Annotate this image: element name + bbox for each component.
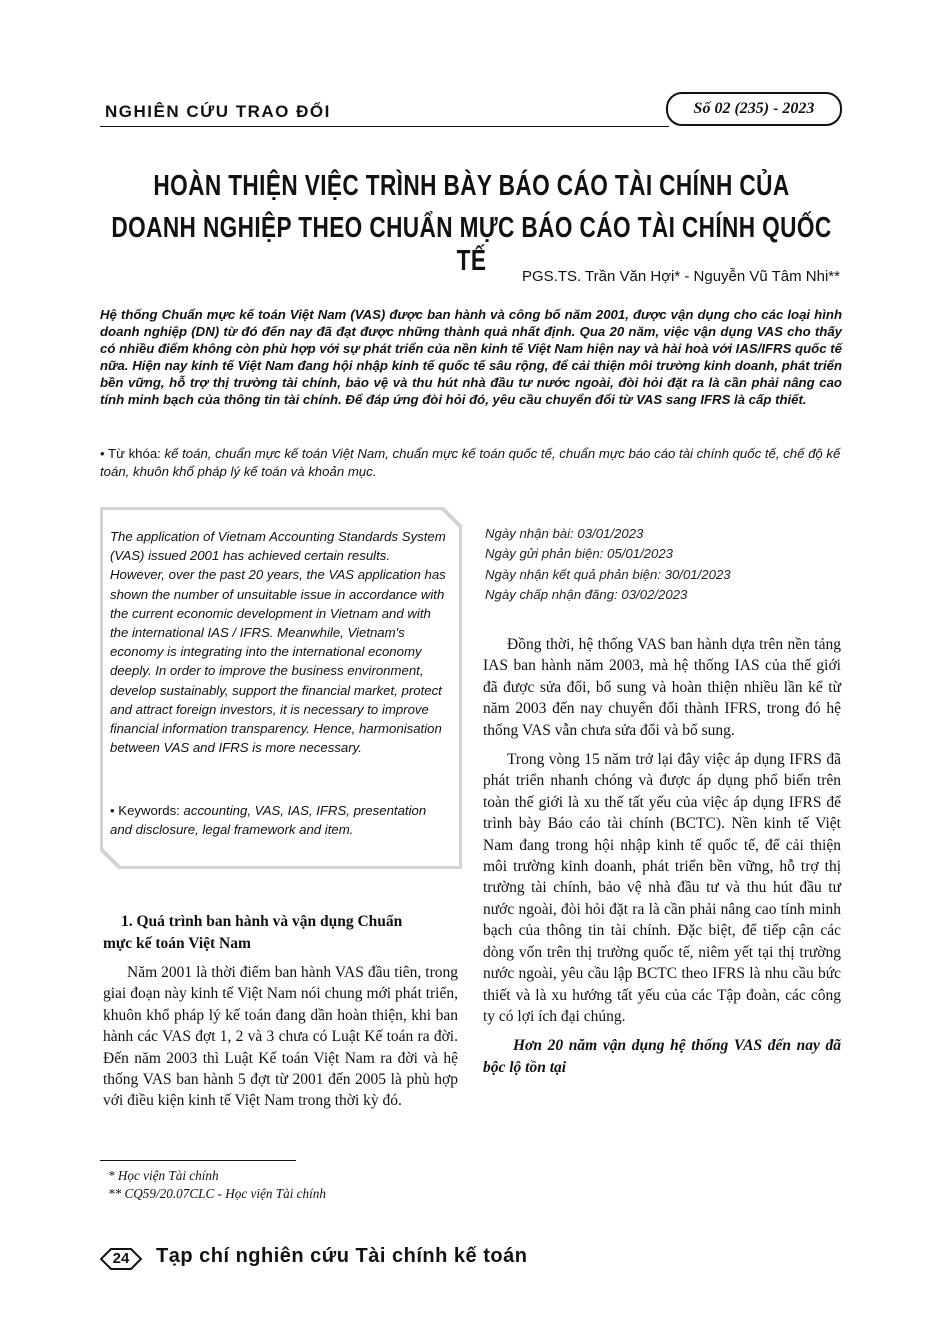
section-label: NGHIÊN CỨU TRAO ĐỔI (105, 102, 331, 121)
article-title-line-2: DOANH NGHIỆP THEO CHUẨN MỰC BÁO CÁO TÀI CHÍNH QUỐC TẾ (111, 212, 832, 277)
footnote-1: * Học viện Tài chính (108, 1168, 219, 1183)
date-review-sent: Ngày gửi phản biện: 05/01/2023 (485, 546, 673, 562)
article-authors: PGS.TS. Trần Văn Hợi* - Nguyễn Vũ Tâm Nhi** (521, 268, 840, 285)
keywords-english (110, 801, 430, 839)
abstract-english: The application of Vietnam Accounting Standards System (VAS) issued 2001 has achieved certain results. However, over the past 20 years, the VAS application has shown the number of unsuitable issue in accordance with the current economic development in Vietnam and with the international IAS / IFRS. Meanwhile, Vietnam's economy is integrating into the international economy deeply. In order to improve the business environment, develop sustainably, support the financial market, protect and attract foreign investors, it is necessary to improve financial information transparency. Hence, harmonisation between VAS and IFRS is more necessary. (110, 529, 446, 756)
page-number: 24 (112, 1250, 130, 1267)
paragraph: Năm 2001 là thời điểm ban hành VAS đầu tiên, trong giai đoạn này kinh tế Việt Nam nói chung mới phát triển, khuôn khổ pháp lý kế toán đang dần hoàn thiện, khi ban hành các VAS đợt 1, 2 và 3 chưa có Luật Kế toán ra đời. Đến năm 2003 thì Luật Kế toán Việt Nam ra đời và hệ thống VAS ban hành 5 đợt từ 2001 đến 2005 là phù hợp với điều kiện kinh tế Việt Nam trong thời kỳ đó. (103, 964, 458, 1110)
right-subheading (483, 1035, 841, 1078)
journal-name: Tạp chí nghiên cứu Tài chính kế toán (156, 1245, 528, 1267)
footnotes (108, 1167, 326, 1204)
footnote-2: ** CQ59/20.07CLC - Học viện Tài chính (108, 1186, 326, 1202)
date-received: Ngày nhận bài: 03/01/2023 (485, 526, 644, 541)
paragraph: Trong vòng 15 năm trở lại đây việc áp dụng IFRS đã phát triển nhanh chóng và được áp dụng phổ biến trên toàn thế giới là xu thế tất yếu của việc áp dụng IFRS để trình bày Báo cáo tài chính (BCTC). Nền kinh tế Việt Nam đang trong hội nhập kinh tế quốc tế, để cải thiện môi trường kinh doanh, phát triển bền vững, hỗ trợ thị trường tài chính, bảo vệ nhà đầu tư và thu hút đầu tư nước ngoài, đòi hỏi đặt ra là cần phải nâng cao tính minh bạch của thông tin tài chính. Đặc biệt, để tiếp cận các dòng vốn trên thị trường quốc tế, niêm yết tại thị trường nước ngoài, yêu cầu lập BCTC theo IFRS là nhu cầu bức thiết và là xu hướng tất yếu của các Tập đoàn, các công ty có lợi ích đại chúng. (483, 751, 841, 1025)
right-subheading-text: Hơn 20 năm vận dụng hệ thống VAS đến nay đã bộc lộ tồn tại (483, 1037, 841, 1076)
right-column-body (483, 634, 841, 1086)
abstract-vietnamese: Hệ thống Chuẩn mực kế toán Việt Nam (VAS) được ban hành và công bố năm 2001, được vận dụng cho các loại hình doanh nghiệp (DN) từ đó đến nay đã đạt được những thành quả nhất định. Qua 20 năm, việc vận dụng VAS cho thấy có nhiều điểm không còn phù hợp với sự phát triển của nền kinh tế Việt Nam hiện nay và hài hoà với IAS/IFRS quốc tế nữa. Hiện nay kinh tế Việt Nam đang hội nhập kinh tế quốc tế sâu rộng, để cải thiện môi trường kinh doanh, phát triển bền vững, hỗ trợ thị trường tài chính, bảo vệ và thu hút nhà đầu tư nước ngoài, đòi hỏi đặt ra là cần phải nâng cao tính minh bạch của thông tin tài chính. Để đáp ứng đòi hỏi đó, yêu cầu chuyển đổi từ VAS sang IFRS là cấp thiết. (100, 307, 842, 408)
keywords-en-label: • Keywords: (110, 803, 180, 818)
keywords-en-text: accounting, VAS, IAS, IFRS, presentation and disclosure, legal framework and item. (110, 803, 427, 838)
section-1-heading-line-1: 1. Quá trình ban hành và vận dụng Chuẩn (121, 913, 403, 930)
submission-dates (485, 524, 731, 606)
left-column-body (103, 962, 458, 1120)
date-accepted: Ngày chấp nhận đăng: 03/02/2023 (485, 587, 688, 603)
footnote-divider (100, 1160, 296, 1161)
keywords-vi-text: kế toán, chuẩn mực kế toán Việt Nam, chuẩn mực kế toán quốc tế, chuẩn mực báo cáo tài chính quốc tế, chế độ kế toán, khuôn khổ pháp lý kế toán và khoản mục. (100, 446, 841, 479)
issue-badge: Số 02 (235) - 2023 (666, 92, 842, 126)
keywords-vi-label: • Từ khóa: (100, 446, 161, 461)
section-1-heading (103, 911, 458, 955)
section-1-heading-line-2: mực kế toán Việt Nam (103, 935, 251, 952)
header-divider (100, 126, 669, 127)
paragraph: Đồng thời, hệ thống VAS ban hành dựa trên nền tảng IAS ban hành năm 2003, mà hệ thống IAS của thế giới đã được sửa đổi, bổ sung và hoàn thiện nhiều lần kể từ năm 2003 đến nay chuyển đổi thành IFRS, trong đó hệ thống VAS vẫn chưa sửa đổi và bổ sung. (483, 636, 841, 739)
keywords-vietnamese (100, 445, 842, 481)
date-review-result: Ngày nhận kết quả phản biện: 30/01/2023 (485, 566, 731, 582)
article-title-line-1: HOÀN THIỆN VIỆC TRÌNH BÀY BÁO CÁO TÀI CHÍNH CỦA (153, 170, 790, 202)
